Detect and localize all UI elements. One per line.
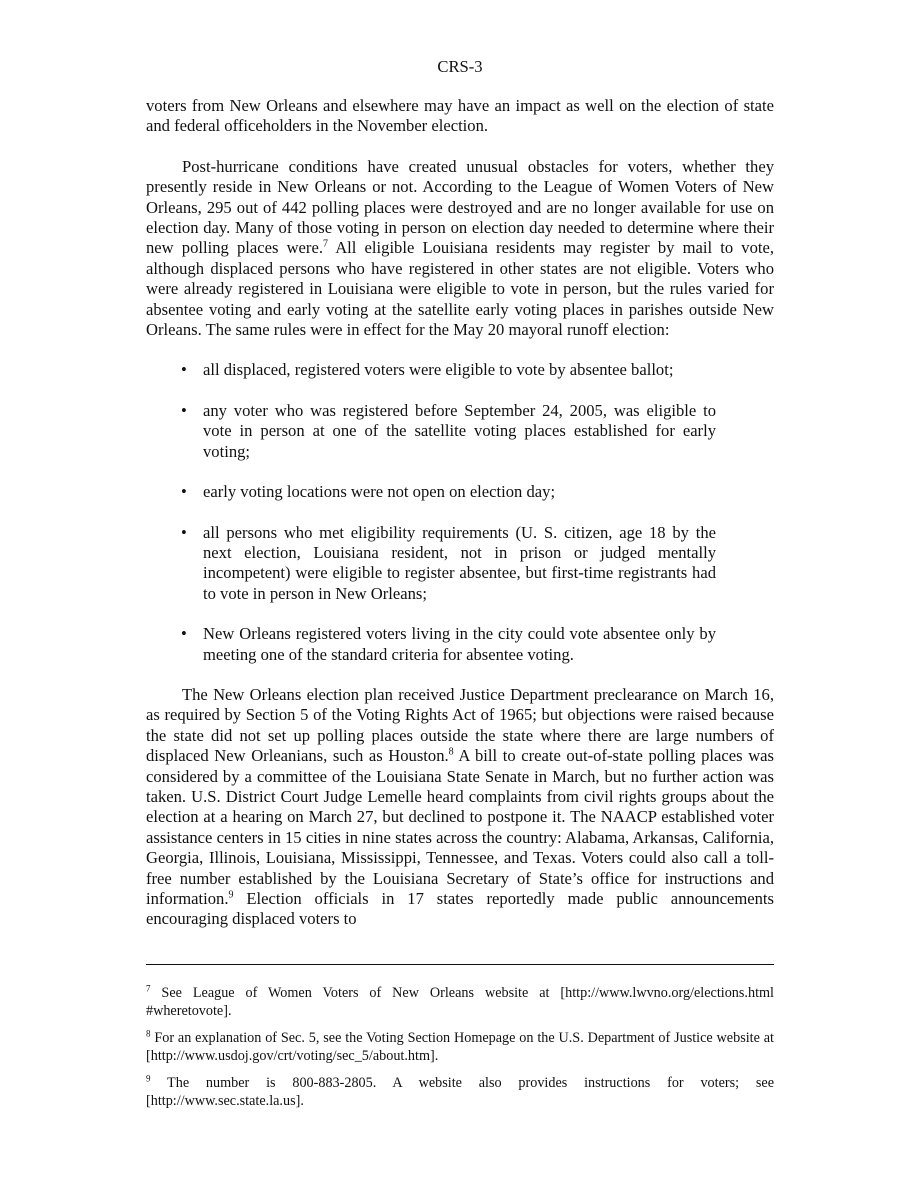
- list-item-text: all displaced, registered voters were eligible to vote by absentee ballot;: [203, 360, 674, 380]
- footnote-7: [146, 984, 774, 1020]
- footnote-ref-7[interactable]: 7: [322, 238, 328, 250]
- footnotes: [146, 984, 774, 1119]
- bullet-icon: •: [181, 482, 187, 502]
- bullet-icon: •: [181, 400, 187, 420]
- bullet-icon: •: [181, 624, 187, 644]
- paragraph-post-hurricane: [146, 157, 774, 341]
- paragraph-preclearance: [146, 685, 774, 930]
- footnote-9: [146, 1074, 774, 1110]
- paragraph-text: Post-hurricane conditions have created unusual obstacles for voters, whether they presently reside in New Orleans or not. According to the League of Women Voters of New Orleans, 295 out of 442 polling places were destroyed and are no longer available for use on election day. Many of those voting in person on election day needed to determine where their new polling places were.: [146, 156, 774, 258]
- footnote-number: 9: [146, 1073, 151, 1084]
- footnote-text: The number is 800-883-2805. A website also provides instructions for voters; see [http://www.sec.state.la.us].: [146, 1075, 774, 1109]
- footnote-number: 8: [146, 1028, 151, 1039]
- list-item: [181, 624, 716, 665]
- bullet-list: [146, 360, 716, 664]
- paragraph-text: All eligible Louisiana residents may register by mail to vote, although displaced persons who have registered in other states are not eligible. Voters who were already registered in Louisiana were eligible to vote in person, but the rules varied for absentee voting and early voting at the satellite early voting places in parishes outside New Orleans. The same rules were in effect for the May 20 mayoral runoff election:: [146, 238, 774, 340]
- bullet-icon: •: [181, 522, 187, 542]
- list-item: [181, 522, 716, 605]
- footnote-text: For an explanation of Sec. 5, see the Voting Section Homepage on the U.S. Department of Justice website at [http://www.usdoj.gov/crt/voting/sec_5/about.htm].: [146, 1030, 774, 1064]
- footnote-ref-8[interactable]: 8: [448, 746, 454, 758]
- document-body: [146, 96, 774, 930]
- footnote-ref-9[interactable]: 9: [228, 889, 234, 901]
- list-item-text: early voting locations were not open on election day;: [203, 482, 556, 502]
- paragraph-text: A bill to create out-of-state polling places was considered by a committee of the Louisiana State Senate in March, but no further action was taken. U.S. District Court Judge Lemelle heard complaints from civil rights groups about the election at a hearing on March 27, but declined to postpone it. The NAACP established voter assistance centers in 15 cities in nine states across the country: Alabama, Arkansas, California, Georgia, Illinois, Louisiana, Mississippi, Tennessee, and Texas. Voters could also call a toll-free number established by the Louisiana Secretary of State’s office for instructions and information.: [146, 746, 775, 908]
- footnote-8: [146, 1029, 774, 1065]
- paragraph-text: The New Orleans election plan received Justice Department preclearance on March 16, as required by Section 5 of the Voting Rights Act of 1965; but objections were raised because the state did not set up polling places outside the state where there are large numbers of displaced New Orleanians, such as Houston.: [146, 684, 774, 766]
- list-item-text: New Orleans registered voters living in the city could vote absentee only by meeting one of the standard criteria for absentee voting.: [203, 624, 716, 664]
- list-item-text: any voter who was registered before September 24, 2005, was eligible to vote in person at one of the satellite voting places established for early voting;: [203, 400, 716, 461]
- footnote-divider: [146, 964, 774, 965]
- list-item: [181, 482, 716, 502]
- bullet-icon: •: [181, 360, 187, 380]
- list-item: [181, 400, 716, 462]
- list-item: [181, 360, 716, 380]
- page-header: CRS-3: [437, 57, 483, 76]
- footnote-text: See League of Women Voters of New Orleans website at [http://www.lwvno.org/elections.html #wheretovote].: [146, 985, 774, 1019]
- paragraph-text: Election officials in 17 states reportedly made public announcements encouraging displaced voters to: [146, 889, 774, 929]
- paragraph-continued: voters from New Orleans and elsewhere may have an impact as well on the election of state and federal officeholders in the November election.: [146, 96, 774, 136]
- footnote-number: 7: [146, 983, 151, 994]
- list-item-text: all persons who met eligibility requirements (U. S. citizen, age 18 by the next election, Louisiana resident, not in prison or judged mentally incompetent) were eligible to register absentee, but first-time registrants had to vote in person in New Orleans;: [203, 522, 716, 603]
